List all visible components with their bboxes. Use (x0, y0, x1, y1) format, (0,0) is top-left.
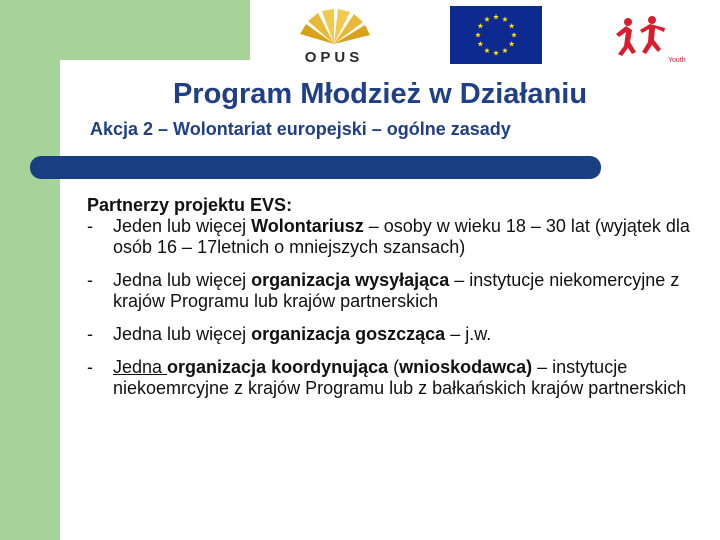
youth-logo-text: Youth (668, 57, 686, 64)
list-item (87, 270, 697, 312)
item-text: ( (388, 357, 400, 377)
list-dash: - (87, 270, 93, 290)
item-text: – j.w. (445, 324, 492, 344)
page-title: Program Młodzież w Działaniu (172, 78, 588, 110)
list-item (87, 324, 697, 345)
section-heading: Partnerzy projektu EVS: (87, 195, 293, 215)
opus-logo (282, 4, 387, 68)
eu-flag-logo (450, 6, 542, 64)
youth-logo (608, 10, 688, 66)
item-bold: wnioskodawca) (399, 357, 533, 377)
sun-rays-icon (300, 9, 370, 44)
youth-figures-icon (616, 16, 665, 56)
item-bold: organizacja wysyłająca (251, 270, 450, 290)
item-text: Jeden lub więcej (113, 216, 252, 236)
top-green-band (0, 0, 250, 60)
list-item (87, 357, 697, 399)
opus-logo-text: OPUS (304, 49, 364, 66)
list-dash: - (87, 357, 93, 377)
item-text: Jedna lub więcej (113, 270, 252, 290)
left-green-strip (0, 0, 60, 540)
item-text: – instytucje niekoemrcyjne z krajów Programu lub z bałkańskich krajów partnerskich (113, 357, 687, 398)
item-underlined: Jedna (113, 357, 168, 377)
list-dash: - (87, 324, 93, 344)
list-dash: - (87, 216, 93, 236)
item-text: – osoby w wieku 18 – 30 lat (wyjątek dla osób 16 – 17letnich o mniejszych szansach) (113, 216, 690, 257)
content-block (87, 195, 697, 411)
item-text: Jedna lub więcej (113, 324, 252, 344)
title-divider-bar (30, 156, 601, 179)
item-text: – instytucje niekomercyjne z krajów Programu lub krajów partnerskich (113, 270, 680, 311)
item-bold: Wolontariusz (251, 216, 364, 236)
item-bold: organizacja koordynująca (167, 357, 389, 377)
list-item (87, 216, 697, 258)
page-subtitle: Akcja 2 – Wolontariat europejski – ogólne zasady (90, 119, 511, 139)
item-bold: organizacja goszcząca (251, 324, 446, 344)
